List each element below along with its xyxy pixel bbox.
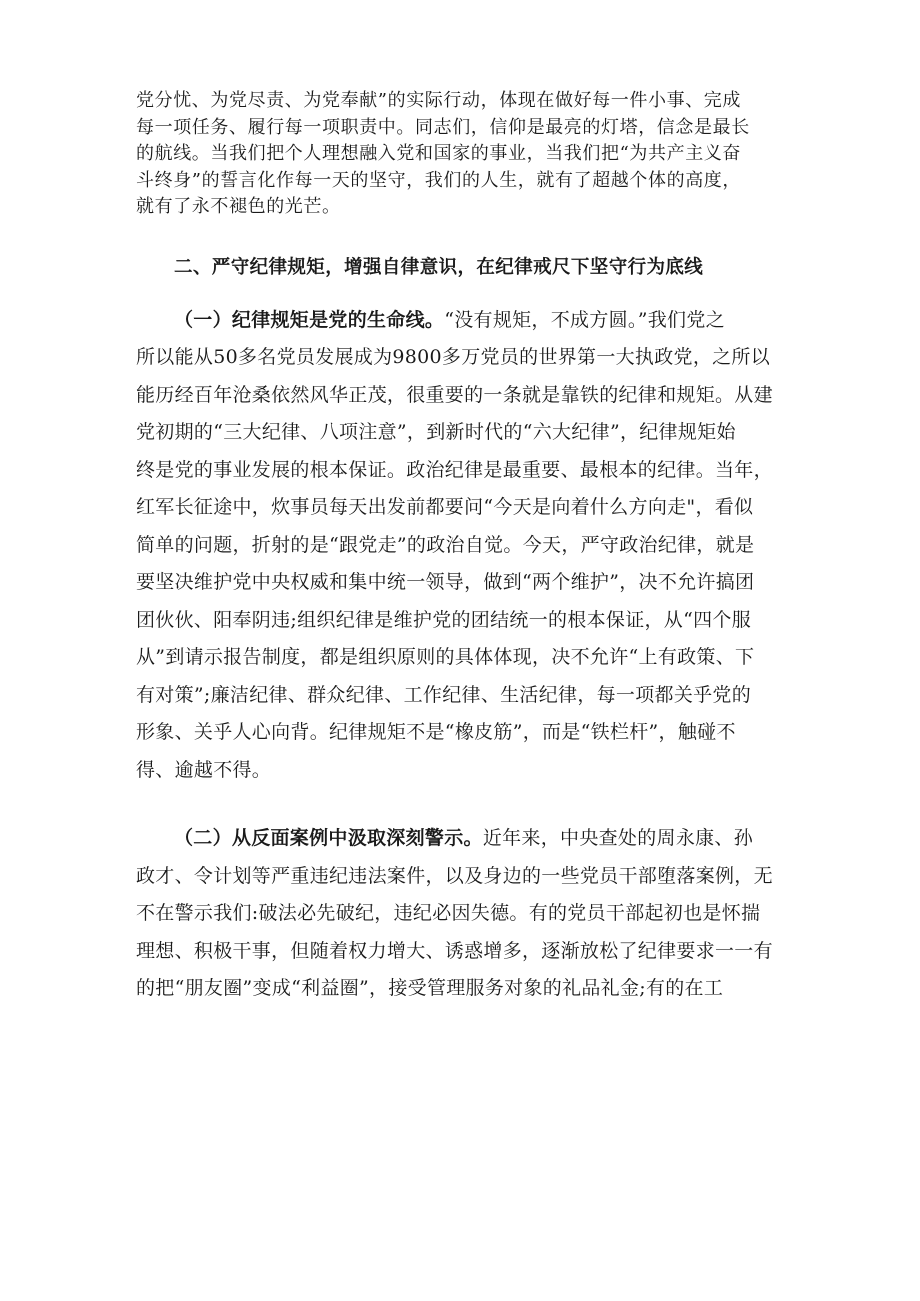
paragraph-body: 近年来，中央查处的周永康、孙 政才、令计划等严重违纪违法案件，以及身边的一些党员干部堕落案例，无 不在警示我们:破法必先破纪，违纪必因失德。有的党员干部起初也是怀揣 理想、积极干事，但随着权力增大、诱惑增多，逐渐放松了纪律要求一一有 的把“朋友圈”变成“利益圈”，接受管理服务对象的礼品礼金;有的在工 [136, 827, 773, 999]
paragraph-body: “没有规矩，不成方圆。”我们党之 所以能从50多名党员发展成为9800多万党员的世界第一大执政党，之所以 能历经百年沧桑依然风华正茂，很重要的一条就是靠铁的纪律和规矩。从建 党初期的“三大纪律、八项注意”，到新时代的“六大纪律”，纪律规矩始 终是党的事业发展的根本保证。政治纪律是最重要、最根本的纪律。当年， 红军长征途中，炊事员每天出发前都要问“今天是向着什么方向走"，看似 简单的问题，折射的是“跟党走”的政治自觉。今天，严守政治纪律，就是 要坚决维护党中央权威和集中统一领导，做到“两个维护”，决不允许搞团 团伙伙、阳奉阴违;组织纪律是维护党的团结统一的根本保证，从“四个服 从”到请示报告制度，都是组织原则的具体体现，决不允许“上有政策、下 有对策”;廉洁纪律、群众纪律、工作纪律、生活纪律，每一项都关乎党的 形象、关乎人心向背。纪律规矩不是“橡皮筋”，而是“铁栏杆”，触碰不 得、逾越不得。 [136, 308, 773, 781]
paragraph-discipline-lifeline [136, 302, 792, 790]
paragraph-lead-heading: （一）纪律规矩是党的生命线。 [174, 308, 445, 331]
section-heading: 二、严守纪律规矩，增强自律意识，在纪律戒尺下坚守行为底线 [174, 256, 704, 278]
document-page [136, 88, 792, 1008]
paragraph-lead-heading: （二）从反面案例中汲取深刻警示。 [174, 827, 483, 849]
continued-paragraph: 党分忧、为党尽责、为党奉献”的实际行动，体现在做好每一件小事、完成 每一项任务、履行每一项职责中。同志们，信仰是最亮的灯塔，信念是最长 的航线。当我们把个人理想融入党和国家的事业，当我们把“为共产主义奋 斗终身”的誓言化作每一天的坚守，我们的人生，就有了超越个体的高度， 就有了永不褪色的光芒。 [136, 90, 750, 217]
paragraph-warning-cases [136, 820, 792, 1008]
